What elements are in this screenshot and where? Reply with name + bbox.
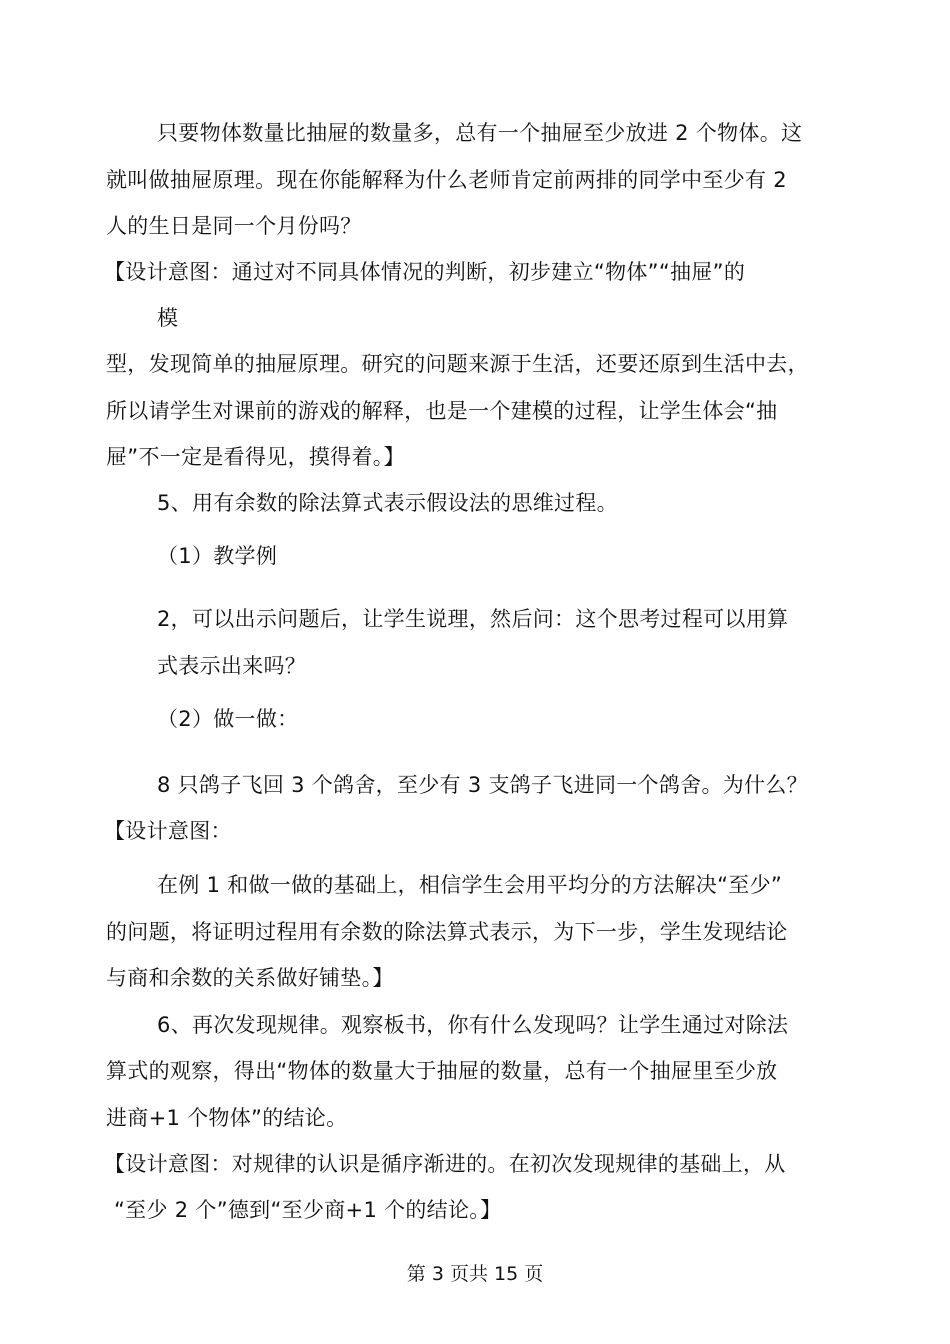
- text-line: 5、用有余数的除法算式表示假设法的思维过程。: [157, 491, 618, 515]
- text-line: 【设计意图：通过对不同具体情况的判断，初步建立“物体”“抽屉”的: [104, 260, 746, 284]
- text-line: 与商和余数的关系做好铺垫。】: [106, 966, 394, 990]
- text-line: 6、再次发现规律。观察板书，你有什么发现吗？让学生通过对除法: [157, 1013, 789, 1037]
- text-line: （2）做一做：: [157, 707, 299, 731]
- text-line: 【设计意图：对规律的认识是循序渐进的。在初次发现规律的基础上，从: [104, 1152, 786, 1176]
- text-line: 在例 1 和做一做的基础上，相信学生会用平均分的方法解决“至少”: [157, 873, 783, 897]
- text-line: 所以请学生对课前的游戏的解释，也是一个建模的过程，让学生体会“抽: [106, 399, 778, 423]
- text-line: 就叫做抽屉原理。现在你能解释为什么老师肯定前两排的同学中至少有 2: [106, 168, 787, 192]
- text-line: 人的生日是同一个月份吗？: [106, 214, 362, 238]
- text-line: 算式的观察，得出“物体的数量大于抽屉的数量，总有一个抽屉里至少放: [106, 1059, 778, 1083]
- text-line: （1）教学例: [157, 544, 278, 568]
- text-line: “至少 2 个”德到“至少商+1 个的结论。】: [114, 1198, 502, 1222]
- text-line: 模: [157, 306, 179, 330]
- text-line: 2，可以出示问题后，让学生说理，然后问：这个思考过程可以用算: [157, 607, 789, 631]
- text-line: 【设计意图：: [104, 819, 232, 843]
- text-line: 屉”不一定是看得见，摸得着。】: [106, 445, 405, 469]
- text-line: 进商+1 个物体”的结论。: [106, 1106, 348, 1130]
- text-line: 8 只鸽子飞回 3 个鸽舍，至少有 3 支鸽子飞进同一个鸽舍。为什么？: [157, 773, 808, 797]
- page-number-footer: 第 3 页共 15 页: [406, 1263, 544, 1285]
- text-line: 型，发现简单的抽屉原理。研究的问题来源于生活，还要还原到生活中去，: [106, 352, 809, 376]
- text-line: 只要物体数量比抽屉的数量多，总有一个抽屉至少放进 2 个物体。这: [157, 121, 803, 145]
- text-line: 的问题，将证明过程用有余数的除法算式表示，为下一步，学生发现结论: [106, 920, 788, 944]
- text-line: 式表示出来吗？: [157, 654, 307, 678]
